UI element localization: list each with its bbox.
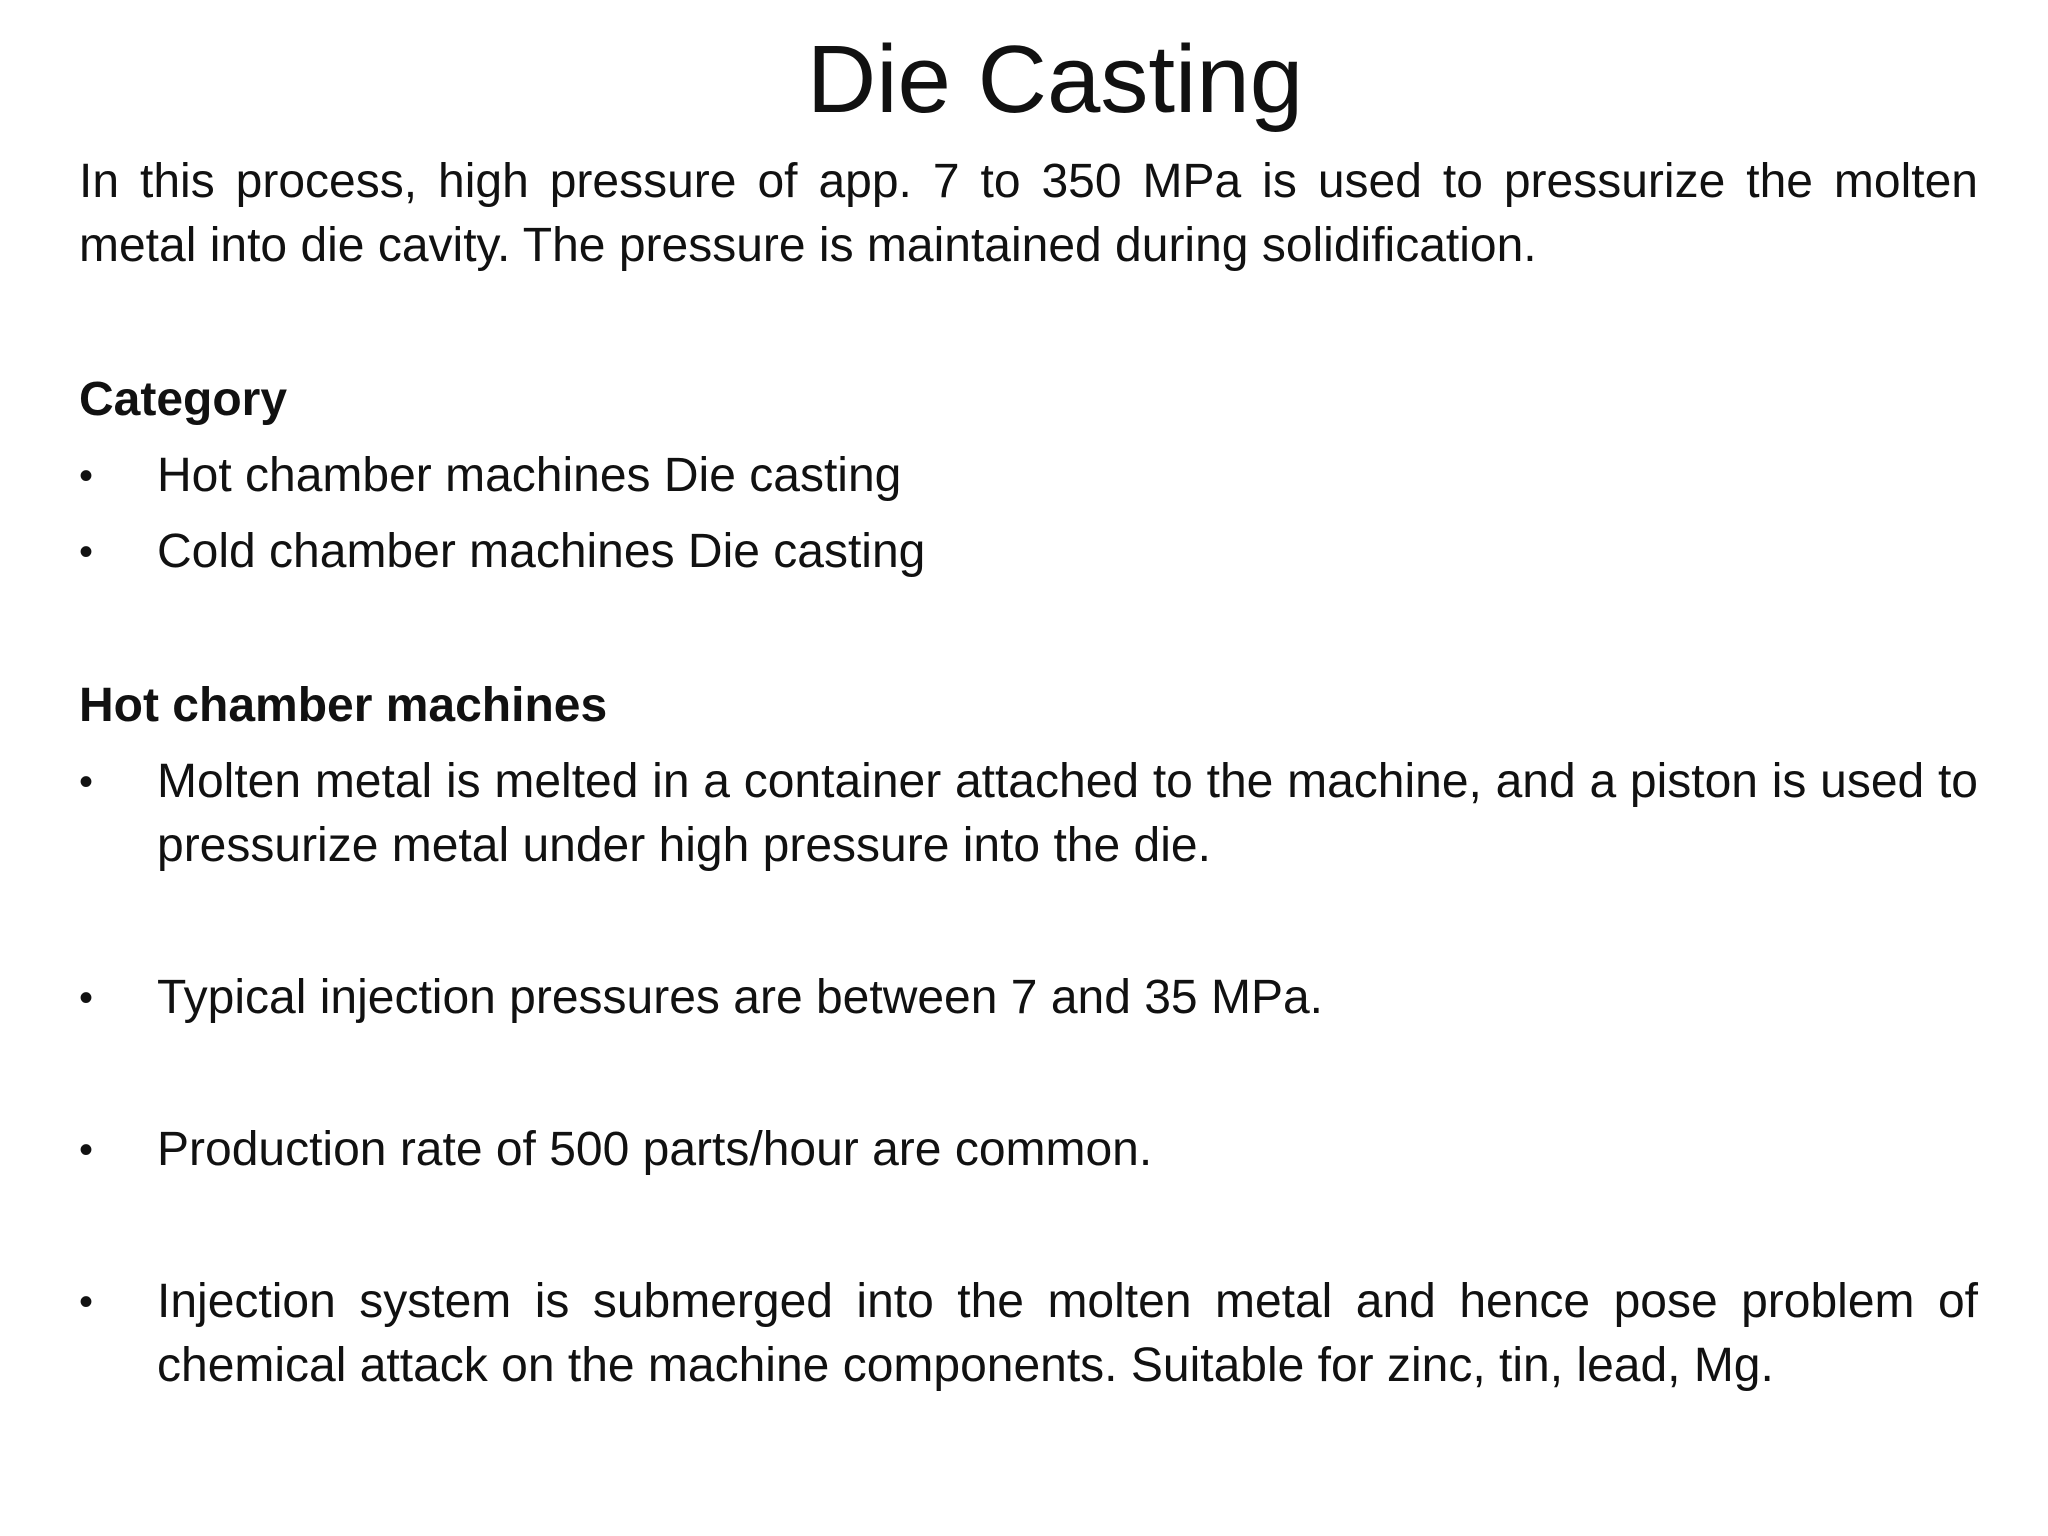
category-item-hot: Hot chamber machines Die casting xyxy=(157,449,902,502)
slide-title: Die Casting xyxy=(806,26,1304,133)
hot-chamber-heading: Hot chamber machines xyxy=(79,679,608,732)
hot-chamber-item-process: Molten metal is melted in a container attached to the machine, and a piston is used to pressurize metal under high pressure into the die. xyxy=(157,755,1978,872)
list-item xyxy=(79,1118,1978,1182)
hot-chamber-list xyxy=(79,750,1978,1398)
category-list xyxy=(79,444,1978,584)
bullet-icon: • xyxy=(79,976,94,1020)
bullet-icon: • xyxy=(79,530,94,574)
list-item xyxy=(79,520,1978,584)
bullet-icon: • xyxy=(79,1128,94,1172)
hot-chamber-item-pressure: Typical injection pressures are between 7 and 35 MPa. xyxy=(157,971,1323,1024)
bullet-icon: • xyxy=(79,760,94,804)
bullet-icon: • xyxy=(79,1280,94,1324)
list-item xyxy=(79,966,1978,1030)
bullet-icon: • xyxy=(79,454,94,498)
intro-paragraph: In this process, high pressure of app. 7 to 350 MPa is used to pressurize the molten metal into die cavity. The pressure is maintained during solidification. xyxy=(79,155,1978,272)
slide-content xyxy=(79,150,1978,1398)
category-heading: Category xyxy=(79,373,288,426)
list-item xyxy=(79,1270,1978,1398)
hot-chamber-item-rate: Production rate of 500 parts/hour are common. xyxy=(157,1123,1153,1176)
list-item xyxy=(79,444,1978,508)
category-item-cold: Cold chamber machines Die casting xyxy=(157,525,926,578)
hot-chamber-item-injection: Injection system is submerged into the molten metal and hence pose problem of chemical attack on the machine components. Suitable for zinc, tin, lead, Mg. xyxy=(157,1275,1978,1392)
list-item xyxy=(79,750,1978,878)
